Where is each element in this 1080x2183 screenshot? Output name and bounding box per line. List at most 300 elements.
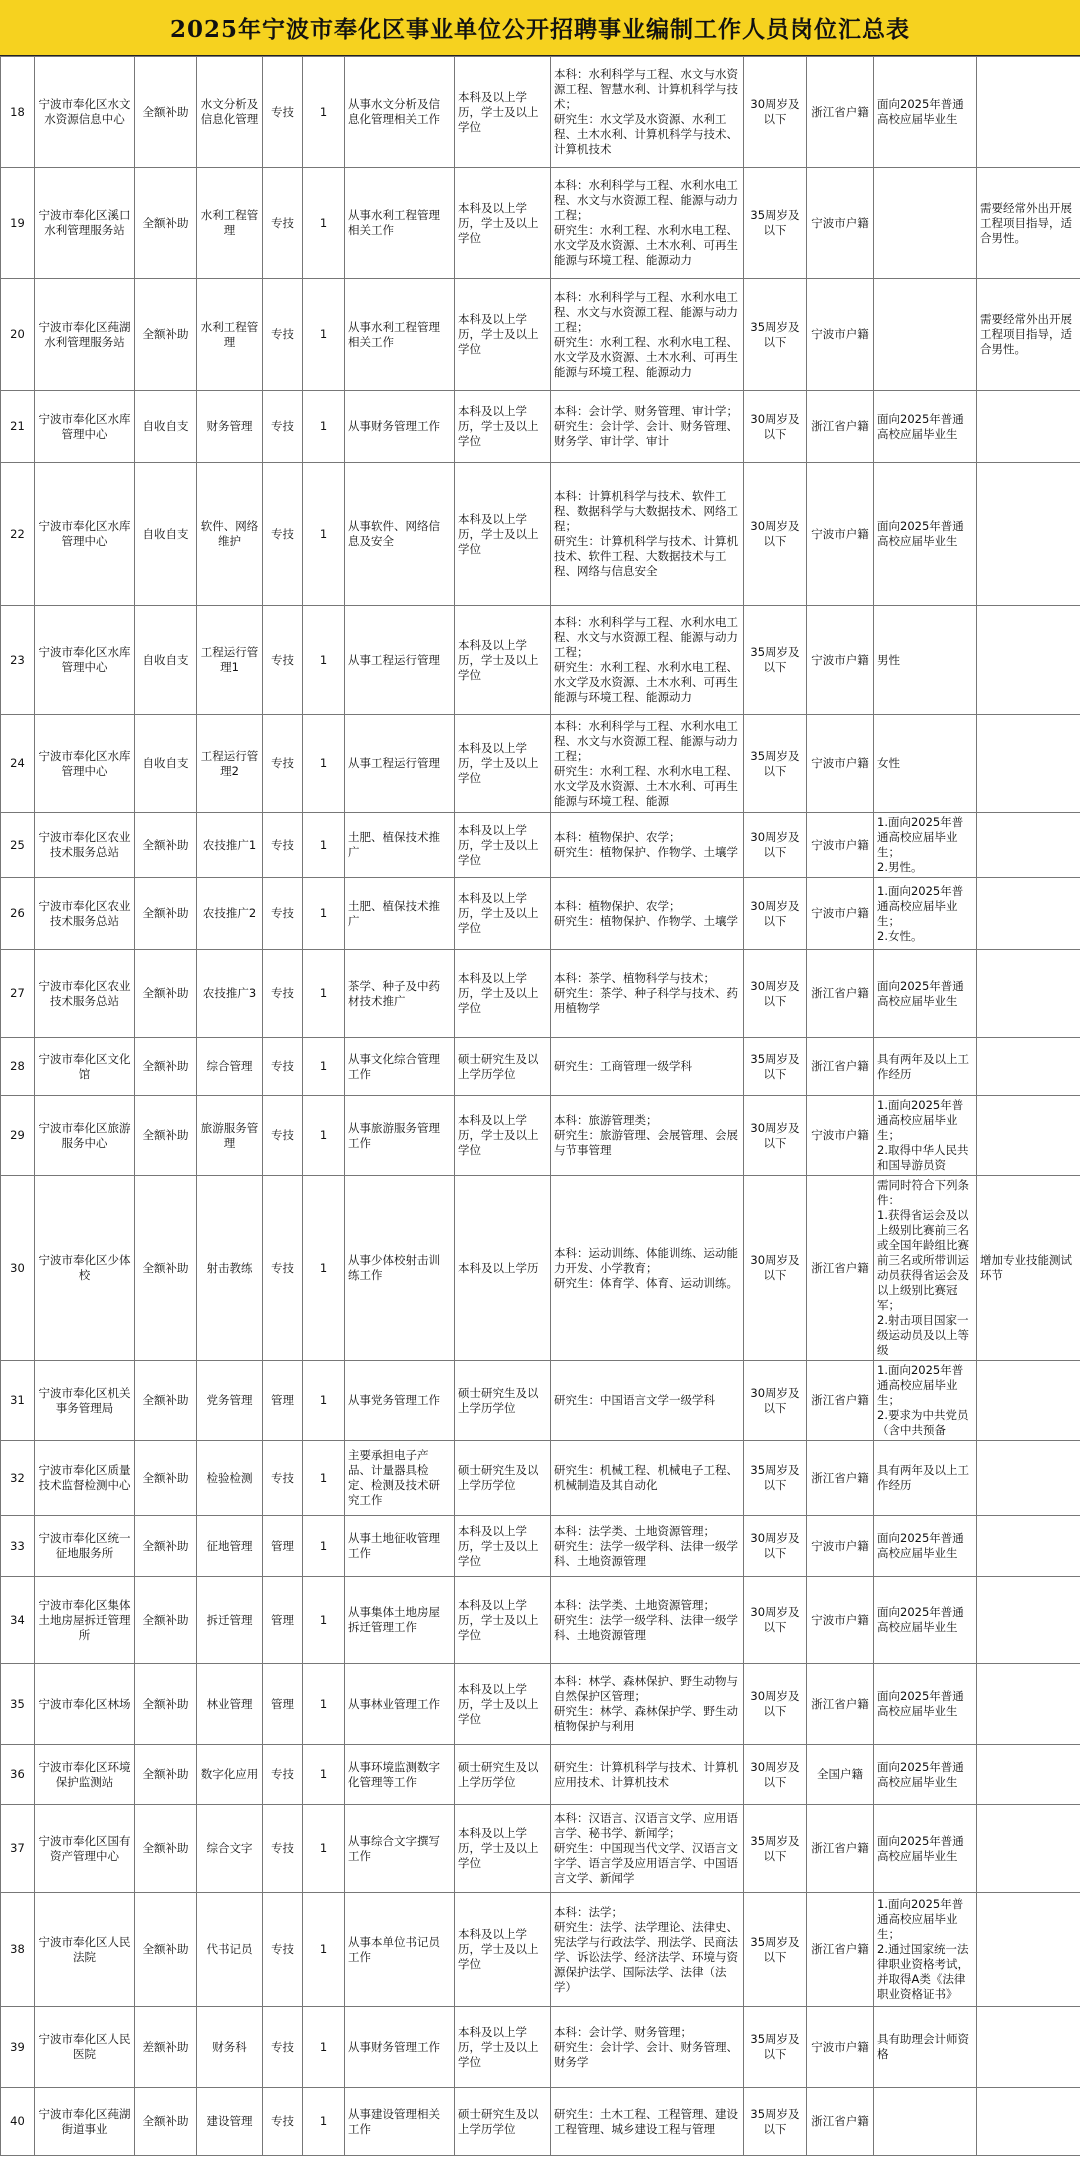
cell-count: 1 (303, 1096, 345, 1176)
cell-post: 党务管理 (197, 1361, 263, 1441)
cell-type: 专技 (263, 168, 303, 279)
cell-hukou: 宁波市户籍 (807, 715, 874, 813)
cell-major: 研究生：工商管理一级学科 (551, 1038, 744, 1096)
cell-hukou: 浙江省户籍 (807, 1361, 874, 1441)
cell-major: 本科：法学类、土地资源管理； 研究生：法学一级学科、法律一级学科、土地资源管理 (551, 1516, 744, 1577)
cell-unit: 宁波市奉化区少体校 (35, 1176, 135, 1361)
cell-age: 35周岁及以下 (744, 1038, 807, 1096)
cell-age: 30周岁及以下 (744, 57, 807, 168)
cell-type: 专技 (263, 57, 303, 168)
cell-duty: 从事综合文字撰写工作 (345, 1805, 455, 1893)
cell-major: 研究生：中国语言文学一级学科 (551, 1361, 744, 1441)
cell-education: 本科及以上学历，学士及以上学位 (455, 1664, 551, 1745)
cell-count: 1 (303, 57, 345, 168)
cell-count: 1 (303, 1745, 345, 1805)
sheet-title: 2025年宁波市奉化区事业单位公开招聘事业编制工作人员岗位汇总表 (0, 0, 1080, 57)
cell-funding: 自收自支 (135, 606, 197, 715)
cell-type: 专技 (263, 1441, 303, 1516)
cell-unit: 宁波市奉化区水库管理中心 (35, 463, 135, 606)
cell-major: 本科：茶学、植物科学与技术； 研究生：茶学、种子科学与技术、药用植物学 (551, 950, 744, 1038)
table-row (1, 1745, 1080, 1805)
cell-education: 本科及以上学历，学士及以上学位 (455, 1805, 551, 1893)
cell-education: 本科及以上学历，学士及以上学位 (455, 878, 551, 950)
cell-post: 工程运行管理1 (197, 606, 263, 715)
table-row (1, 1441, 1080, 1516)
cell-unit: 宁波市奉化区质量技术监督检测中心 (35, 1441, 135, 1516)
cell-age: 35周岁及以下 (744, 2007, 807, 2088)
cell-education: 硕士研究生及以上学历学位 (455, 1038, 551, 1096)
cell-count: 1 (303, 606, 345, 715)
cell-hukou: 浙江省户籍 (807, 1664, 874, 1745)
cell-major: 本科：会计学、财务管理； 研究生：会计学、会计、财务管理、财务学 (551, 2007, 744, 2088)
cell-major: 本科：水利科学与工程、水文与水资源工程、智慧水利、计算机科学与技术； 研究生：水文学及水资源、水利工程、土木水利、计算机科学与技术、计算机技术 (551, 57, 744, 168)
cell-number: 32 (1, 1441, 35, 1516)
cell-remark (977, 813, 1080, 878)
cell-number: 27 (1, 950, 35, 1038)
cell-number: 31 (1, 1361, 35, 1441)
cell-count: 1 (303, 1893, 345, 2007)
cell-age: 35周岁及以下 (744, 168, 807, 279)
cell-type: 专技 (263, 2088, 303, 2156)
cell-post: 射击教练 (197, 1176, 263, 1361)
cell-duty: 从事工程运行管理 (345, 715, 455, 813)
cell-duty: 从事建设管理相关工作 (345, 2088, 455, 2156)
cell-other-requirements (874, 279, 977, 391)
cell-education: 硕士研究生及以上学历学位 (455, 1745, 551, 1805)
cell-major: 本科：植物保护、农学； 研究生：植物保护、作物学、土壤学 (551, 878, 744, 950)
cell-hukou: 浙江省户籍 (807, 1805, 874, 1893)
cell-hukou: 宁波市户籍 (807, 878, 874, 950)
table-row (1, 1361, 1080, 1441)
cell-unit: 宁波市奉化区农业技术服务总站 (35, 813, 135, 878)
cell-age: 30周岁及以下 (744, 1096, 807, 1176)
cell-funding: 全额补助 (135, 57, 197, 168)
cell-other-requirements: 面向2025年普通高校应届毕业生 (874, 950, 977, 1038)
cell-number: 23 (1, 606, 35, 715)
cell-other-requirements (874, 168, 977, 279)
cell-education: 本科及以上学历，学士及以上学位 (455, 950, 551, 1038)
cell-duty: 土肥、植保技术推广 (345, 813, 455, 878)
cell-unit: 宁波市奉化区文化馆 (35, 1038, 135, 1096)
cell-education: 本科及以上学历，学士及以上学位 (455, 168, 551, 279)
cell-hukou: 浙江省户籍 (807, 2088, 874, 2156)
cell-funding: 全额补助 (135, 1664, 197, 1745)
cell-remark (977, 1516, 1080, 1577)
cell-post: 数字化应用 (197, 1745, 263, 1805)
cell-count: 1 (303, 813, 345, 878)
cell-other-requirements: 面向2025年普通高校应届毕业生 (874, 463, 977, 606)
table-row (1, 606, 1080, 715)
cell-major: 本科：法学； 研究生：法学、法学理论、法律史、宪法学与行政法学、刑法学、民商法学、诉讼法学、经济法学、环境与资源保护法学、国际法学、法律（法学） (551, 1893, 744, 2007)
cell-post: 水利工程管理 (197, 168, 263, 279)
cell-post: 软件、网络维护 (197, 463, 263, 606)
cell-remark (977, 2088, 1080, 2156)
cell-remark: 需要经常外出开展工程项目指导，适合男性。 (977, 279, 1080, 391)
cell-education: 本科及以上学历，学士及以上学位 (455, 279, 551, 391)
cell-number: 19 (1, 168, 35, 279)
cell-number: 18 (1, 57, 35, 168)
cell-education: 本科及以上学历，学士及以上学位 (455, 1893, 551, 2007)
cell-funding: 全额补助 (135, 1577, 197, 1664)
cell-other-requirements: 1.面向2025年普通高校应届毕业生； 2.要求为中共党员（含中共预备 (874, 1361, 977, 1441)
cell-count: 1 (303, 715, 345, 813)
cell-duty: 土肥、植保技术推广 (345, 878, 455, 950)
cell-number: 29 (1, 1096, 35, 1176)
table-row (1, 391, 1080, 463)
table-row (1, 878, 1080, 950)
cell-unit: 宁波市奉化区国有资产管理中心 (35, 1805, 135, 1893)
cell-count: 1 (303, 1577, 345, 1664)
cell-duty: 从事水文分析及信息化管理相关工作 (345, 57, 455, 168)
cell-post: 拆迁管理 (197, 1577, 263, 1664)
cell-post: 综合文字 (197, 1805, 263, 1893)
cell-hukou: 宁波市户籍 (807, 2007, 874, 2088)
cell-number: 25 (1, 813, 35, 878)
cell-unit: 宁波市奉化区溪口水利管理服务站 (35, 168, 135, 279)
cell-count: 1 (303, 168, 345, 279)
cell-number: 34 (1, 1577, 35, 1664)
cell-type: 专技 (263, 878, 303, 950)
table-row (1, 950, 1080, 1038)
cell-remark: 需要经常外出开展工程项目指导，适合男性。 (977, 168, 1080, 279)
cell-education: 本科及以上学历，学士及以上学位 (455, 391, 551, 463)
table-row (1, 1664, 1080, 1745)
cell-type: 专技 (263, 1893, 303, 2007)
cell-hukou: 宁波市户籍 (807, 1577, 874, 1664)
cell-age: 35周岁及以下 (744, 279, 807, 391)
cell-age: 30周岁及以下 (744, 878, 807, 950)
cell-count: 1 (303, 878, 345, 950)
cell-post: 征地管理 (197, 1516, 263, 1577)
cell-funding: 自收自支 (135, 715, 197, 813)
cell-other-requirements: 具有两年及以上工作经历 (874, 1038, 977, 1096)
cell-unit: 宁波市奉化区集体土地房屋拆迁管理所 (35, 1577, 135, 1664)
table-row (1, 2007, 1080, 2088)
cell-duty: 从事集体土地房屋拆迁管理工作 (345, 1577, 455, 1664)
cell-post: 农技推广2 (197, 878, 263, 950)
cell-unit: 宁波市奉化区机关事务管理局 (35, 1361, 135, 1441)
cell-post: 代书记员 (197, 1893, 263, 2007)
cell-other-requirements: 具有两年及以上工作经历 (874, 1441, 977, 1516)
table-row (1, 1096, 1080, 1176)
table-row (1, 715, 1080, 813)
cell-post: 水文分析及信息化管理 (197, 57, 263, 168)
cell-funding: 全额补助 (135, 813, 197, 878)
cell-hukou: 浙江省户籍 (807, 1893, 874, 2007)
cell-duty: 从事文化综合管理工作 (345, 1038, 455, 1096)
cell-unit: 宁波市奉化区旅游服务中心 (35, 1096, 135, 1176)
cell-remark: 增加专业技能测试环节 (977, 1176, 1080, 1361)
cell-other-requirements: 1.面向2025年普通高校应届毕业生； 2.女性。 (874, 878, 977, 950)
cell-hukou: 浙江省户籍 (807, 1441, 874, 1516)
cell-age: 30周岁及以下 (744, 1176, 807, 1361)
cell-age: 35周岁及以下 (744, 1893, 807, 2007)
cell-duty: 从事土地征收管理工作 (345, 1516, 455, 1577)
cell-duty: 从事水利工程管理相关工作 (345, 279, 455, 391)
cell-other-requirements: 面向2025年普通高校应届毕业生 (874, 57, 977, 168)
cell-major: 研究生：机械工程、机械电子工程、机械制造及其自动化 (551, 1441, 744, 1516)
cell-hukou: 全国户籍 (807, 1745, 874, 1805)
table-row (1, 1805, 1080, 1893)
cell-duty: 从事财务管理工作 (345, 391, 455, 463)
cell-duty: 从事党务管理工作 (345, 1361, 455, 1441)
cell-post: 农技推广3 (197, 950, 263, 1038)
cell-count: 1 (303, 1038, 345, 1096)
cell-funding: 全额补助 (135, 1441, 197, 1516)
table-row (1, 813, 1080, 878)
cell-type: 专技 (263, 1176, 303, 1361)
cell-other-requirements: 需同时符合下列条件： 1.获得省运会及以上级别比赛前三名或全国年龄组比赛前三名或所带训运动员获得省运会及以上级别比赛冠军； 2.射击项目国家一级运动员及以上等级 (874, 1176, 977, 1361)
cell-funding: 全额补助 (135, 279, 197, 391)
cell-major: 研究生：土木工程、工程管理、建设工程管理、城乡建设工程与管理 (551, 2088, 744, 2156)
cell-hukou: 宁波市户籍 (807, 606, 874, 715)
cell-other-requirements: 女性 (874, 715, 977, 813)
cell-unit: 宁波市奉化区农业技术服务总站 (35, 950, 135, 1038)
cell-hukou: 宁波市户籍 (807, 813, 874, 878)
cell-post: 综合管理 (197, 1038, 263, 1096)
cell-education: 硕士研究生及以上学历学位 (455, 2088, 551, 2156)
cell-hukou: 浙江省户籍 (807, 1176, 874, 1361)
cell-type: 专技 (263, 606, 303, 715)
cell-funding: 全额补助 (135, 1176, 197, 1361)
cell-major: 研究生：计算机科学与技术、计算机应用技术、计算机技术 (551, 1745, 744, 1805)
table-row (1, 1577, 1080, 1664)
cell-age: 30周岁及以下 (744, 391, 807, 463)
cell-major: 本科：运动训练、体能训练、运动能力开发、小学教育； 研究生：体育学、体育、运动训练。 (551, 1176, 744, 1361)
cell-remark (977, 715, 1080, 813)
cell-duty: 从事少体校射击训练工作 (345, 1176, 455, 1361)
cell-funding: 全额补助 (135, 1745, 197, 1805)
cell-type: 专技 (263, 463, 303, 606)
cell-other-requirements: 面向2025年普通高校应届毕业生 (874, 1577, 977, 1664)
table-row (1, 463, 1080, 606)
cell-education: 本科及以上学历，学士及以上学位 (455, 2007, 551, 2088)
cell-remark (977, 2007, 1080, 2088)
cell-type: 专技 (263, 279, 303, 391)
cell-age: 30周岁及以下 (744, 1516, 807, 1577)
cell-major: 本科：林学、森林保护、野生动物与自然保护区管理； 研究生：林学、森林保护学、野生动植物保护与利用 (551, 1664, 744, 1745)
cell-hukou: 宁波市户籍 (807, 1096, 874, 1176)
cell-unit: 宁波市奉化区莼湖街道事业 (35, 2088, 135, 2156)
cell-funding: 全额补助 (135, 1361, 197, 1441)
cell-age: 30周岁及以下 (744, 1577, 807, 1664)
cell-remark (977, 1664, 1080, 1745)
cell-remark (977, 1577, 1080, 1664)
cell-remark (977, 391, 1080, 463)
cell-type: 专技 (263, 2007, 303, 2088)
cell-number: 21 (1, 391, 35, 463)
cell-funding: 全额补助 (135, 168, 197, 279)
cell-count: 1 (303, 1441, 345, 1516)
cell-other-requirements: 1.面向2025年普通高校应届毕业生； 2.男性。 (874, 813, 977, 878)
cell-age: 30周岁及以下 (744, 950, 807, 1038)
cell-education: 硕士研究生及以上学历学位 (455, 1361, 551, 1441)
cell-number: 30 (1, 1176, 35, 1361)
cell-count: 1 (303, 463, 345, 606)
cell-number: 37 (1, 1805, 35, 1893)
cell-remark (977, 950, 1080, 1038)
cell-age: 35周岁及以下 (744, 715, 807, 813)
cell-major: 本科：水利科学与工程、水利水电工程、水文与水资源工程、能源与动力工程； 研究生：水利工程、水利水电工程、水文学及水资源、土木水利、可再生能源与环境工程、能源动力 (551, 279, 744, 391)
cell-duty: 主要承担电子产品、计量器具检定、检测及技术研究工作 (345, 1441, 455, 1516)
cell-number: 26 (1, 878, 35, 950)
positions-table (0, 56, 1080, 2156)
cell-funding: 自收自支 (135, 391, 197, 463)
cell-type: 管理 (263, 1516, 303, 1577)
cell-type: 专技 (263, 1745, 303, 1805)
cell-type: 专技 (263, 1038, 303, 1096)
cell-age: 30周岁及以下 (744, 1361, 807, 1441)
cell-other-requirements: 面向2025年普通高校应届毕业生 (874, 391, 977, 463)
cell-funding: 自收自支 (135, 463, 197, 606)
cell-number: 39 (1, 2007, 35, 2088)
cell-unit: 宁波市奉化区人民医院 (35, 2007, 135, 2088)
cell-hukou: 宁波市户籍 (807, 463, 874, 606)
cell-unit: 宁波市奉化区水文水资源信息中心 (35, 57, 135, 168)
cell-count: 1 (303, 2007, 345, 2088)
cell-education: 本科及以上学历 (455, 1176, 551, 1361)
cell-hukou: 宁波市户籍 (807, 168, 874, 279)
cell-other-requirements (874, 2088, 977, 2156)
cell-hukou: 浙江省户籍 (807, 1038, 874, 1096)
cell-post: 财务管理 (197, 391, 263, 463)
cell-major: 本科：计算机科学与技术、软件工程、数据科学与大数据技术、网络工程； 研究生：计算机科学与技术、计算机技术、软件工程、大数据技术与工程、网络与信息安全 (551, 463, 744, 606)
cell-remark (977, 1893, 1080, 2007)
cell-number: 28 (1, 1038, 35, 1096)
cell-number: 38 (1, 1893, 35, 2007)
cell-age: 30周岁及以下 (744, 1664, 807, 1745)
cell-count: 1 (303, 1361, 345, 1441)
table-row (1, 168, 1080, 279)
cell-type: 管理 (263, 1664, 303, 1745)
cell-type: 专技 (263, 1805, 303, 1893)
cell-major: 本科：水利科学与工程、水利水电工程、水文与水资源工程、能源与动力工程； 研究生：水利工程、水利水电工程、水文学及水资源、土木水利、可再生能源与环境工程、能源动力 (551, 168, 744, 279)
cell-post: 林业管理 (197, 1664, 263, 1745)
cell-post: 建设管理 (197, 2088, 263, 2156)
cell-duty: 茶学、种子及中药材技术推广 (345, 950, 455, 1038)
cell-remark (977, 1441, 1080, 1516)
cell-number: 33 (1, 1516, 35, 1577)
cell-funding: 全额补助 (135, 1516, 197, 1577)
cell-hukou: 宁波市户籍 (807, 1516, 874, 1577)
table-row (1, 2088, 1080, 2156)
cell-duty: 从事财务管理工作 (345, 2007, 455, 2088)
cell-other-requirements: 男性 (874, 606, 977, 715)
cell-age: 35周岁及以下 (744, 606, 807, 715)
cell-major: 本科：汉语言、汉语言文学、应用语言学、秘书学、新闻学； 研究生：中国现当代文学、汉语言文字学、语言学及应用语言学、中国语言文学、新闻学 (551, 1805, 744, 1893)
cell-duty: 从事林业管理工作 (345, 1664, 455, 1745)
cell-hukou: 浙江省户籍 (807, 57, 874, 168)
cell-number: 24 (1, 715, 35, 813)
cell-remark (977, 463, 1080, 606)
cell-duty: 从事水利工程管理相关工作 (345, 168, 455, 279)
table-row (1, 279, 1080, 391)
cell-funding: 全额补助 (135, 950, 197, 1038)
cell-unit: 宁波市奉化区水库管理中心 (35, 391, 135, 463)
cell-funding: 全额补助 (135, 1893, 197, 2007)
cell-type: 专技 (263, 950, 303, 1038)
cell-remark (977, 606, 1080, 715)
cell-other-requirements: 1.面向2025年普通高校应届毕业生； 2.取得中华人民共和国导游员资 (874, 1096, 977, 1176)
cell-major: 本科：旅游管理类； 研究生：旅游管理、会展管理、会展与节事管理 (551, 1096, 744, 1176)
cell-count: 1 (303, 391, 345, 463)
cell-number: 36 (1, 1745, 35, 1805)
cell-age: 30周岁及以下 (744, 1745, 807, 1805)
cell-unit: 宁波市奉化区环境保护监测站 (35, 1745, 135, 1805)
cell-age: 30周岁及以下 (744, 463, 807, 606)
cell-education: 本科及以上学历，学士及以上学位 (455, 813, 551, 878)
cell-funding: 全额补助 (135, 1038, 197, 1096)
cell-type: 专技 (263, 813, 303, 878)
cell-major: 本科：水利科学与工程、水利水电工程、水文与水资源工程、能源与动力工程； 研究生：水利工程、水利水电工程、水文学及水资源、土木水利、可再生能源与环境工程、能源 (551, 715, 744, 813)
table-row (1, 57, 1080, 168)
cell-type: 专技 (263, 715, 303, 813)
cell-number: 40 (1, 2088, 35, 2156)
cell-remark (977, 57, 1080, 168)
cell-type: 专技 (263, 391, 303, 463)
cell-major: 本科：水利科学与工程、水利水电工程、水文与水资源工程、能源与动力工程； 研究生：水利工程、水利水电工程、水文学及水资源、土木水利、可再生能源与环境工程、能源动力 (551, 606, 744, 715)
cell-funding: 全额补助 (135, 1805, 197, 1893)
cell-count: 1 (303, 1664, 345, 1745)
cell-age: 30周岁及以下 (744, 813, 807, 878)
cell-duty: 从事旅游服务管理工作 (345, 1096, 455, 1176)
cell-other-requirements: 面向2025年普通高校应届毕业生 (874, 1516, 977, 1577)
cell-number: 35 (1, 1664, 35, 1745)
cell-funding: 全额补助 (135, 1096, 197, 1176)
cell-age: 35周岁及以下 (744, 2088, 807, 2156)
cell-count: 1 (303, 2088, 345, 2156)
cell-remark (977, 1096, 1080, 1176)
cell-remark (977, 1361, 1080, 1441)
cell-count: 1 (303, 1176, 345, 1361)
table-row (1, 1893, 1080, 2007)
cell-major: 本科：植物保护、农学； 研究生：植物保护、作物学、土壤学 (551, 813, 744, 878)
cell-age: 35周岁及以下 (744, 1805, 807, 1893)
cell-count: 1 (303, 1516, 345, 1577)
cell-type: 管理 (263, 1361, 303, 1441)
table-row (1, 1516, 1080, 1577)
cell-post: 财务科 (197, 2007, 263, 2088)
cell-other-requirements: 面向2025年普通高校应届毕业生 (874, 1745, 977, 1805)
cell-remark (977, 1805, 1080, 1893)
cell-remark (977, 1038, 1080, 1096)
cell-duty: 从事本单位书记员工作 (345, 1893, 455, 2007)
cell-count: 1 (303, 279, 345, 391)
cell-post: 工程运行管理2 (197, 715, 263, 813)
cell-unit: 宁波市奉化区莼湖水利管理服务站 (35, 279, 135, 391)
cell-unit: 宁波市奉化区农业技术服务总站 (35, 878, 135, 950)
cell-major: 本科：法学类、土地资源管理； 研究生：法学一级学科、法律一级学科、土地资源管理 (551, 1577, 744, 1664)
cell-remark (977, 878, 1080, 950)
cell-education: 本科及以上学历，学士及以上学位 (455, 606, 551, 715)
cell-unit: 宁波市奉化区水库管理中心 (35, 715, 135, 813)
cell-post: 检验检测 (197, 1441, 263, 1516)
cell-unit: 宁波市奉化区统一征地服务所 (35, 1516, 135, 1577)
cell-funding: 差额补助 (135, 2007, 197, 2088)
cell-hukou: 浙江省户籍 (807, 950, 874, 1038)
cell-duty: 从事环境监测数字化管理等工作 (345, 1745, 455, 1805)
cell-hukou: 宁波市户籍 (807, 279, 874, 391)
cell-unit: 宁波市奉化区人民法院 (35, 1893, 135, 2007)
cell-hukou: 浙江省户籍 (807, 391, 874, 463)
cell-education: 本科及以上学历，学士及以上学位 (455, 463, 551, 606)
cell-funding: 全额补助 (135, 2088, 197, 2156)
cell-number: 22 (1, 463, 35, 606)
cell-other-requirements: 面向2025年普通高校应届毕业生 (874, 1805, 977, 1893)
cell-duty: 从事工程运行管理 (345, 606, 455, 715)
cell-type: 专技 (263, 1096, 303, 1176)
cell-unit: 宁波市奉化区水库管理中心 (35, 606, 135, 715)
